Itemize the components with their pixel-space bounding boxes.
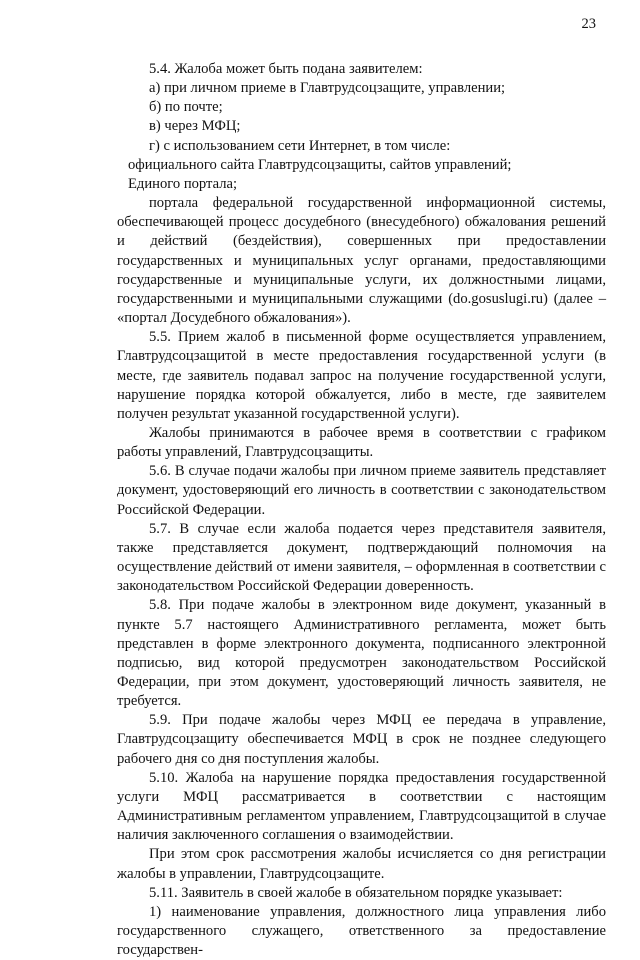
paragraph: 5.9. При подаче жалобы через МФЦ ее передача в управление, Главтрудсоцзащиту обеспечивается МФЦ в срок не позднее следующего рабочего дня со дня поступления жалобы. xyxy=(117,712,606,767)
paragraph: 5.7. В случае если жалоба подается через представителя заявителя, также представляется документ, подтверждающий полномочия на осуществление действий от имени заявителя, – оформленная в соответствии с законодательством Российской Федерации доверенность. xyxy=(117,520,606,595)
paragraph: б) по почте; xyxy=(149,99,223,116)
paragraph: официального сайта Главтрудсоцзащиты, сайтов управлений; xyxy=(128,156,512,173)
paragraph: При этом срок рассмотрения жалобы исчисляется со дня регистрации жалобы в управлении, Главтрудсоцзащите. xyxy=(117,846,606,882)
paragraph: 5.8. При подаче жалобы в электронном виде документ, указанный в пункте 5.7 настоящего Административного регламента, может быть представлен в форме электронного документа, подписанного электронной подписью, вид которой предусмотрен законодательством Российской Федерации, при этом документ, удостоверяющий личность заявителя, не требуется. xyxy=(117,597,606,710)
paragraph: Единого портала; xyxy=(128,175,238,192)
paragraph: а) при личном приеме в Главтрудсоцзащите, управлении; xyxy=(149,80,506,97)
paragraph: 5.10. Жалоба на нарушение порядка предоставления государственной услуги МФЦ рассматривается в соответствии с настоящим Административным регламентом управлением, Главтрудсоцзащитой в случае наличия заключенного соглашения о взаимодействии. xyxy=(117,769,606,844)
paragraph: 5.6. В случае подачи жалобы при личном приеме заявитель представляет документ, удостоверяющий его личность в соответствии с законодательством Российской Федерации. xyxy=(117,463,606,518)
paragraph: Жалобы принимаются в рабочее время в соответствии с графиком работы управлений, Главтрудсоцзащиты. xyxy=(117,424,606,461)
paragraph: 5.4. Жалоба может быть подана заявителем: xyxy=(149,61,423,77)
paragraph: 1) наименование управления, должностного лица управления либо государственного служащего, ответственного за предоставление государствен- xyxy=(117,903,606,959)
paragraph: 5.5. Прием жалоб в письменной форме осуществляется управлением, Главтрудсоцзащитой в месте предоставления государственной услуги (в месте, где заявитель подавал запрос на получение государственной услуги, нарушение порядка которой обжалуется, либо в месте, где заявителем получен результат указанной государственной услуги). xyxy=(117,329,606,422)
paragraph: в) через МФЦ; xyxy=(149,118,241,135)
paragraph: портала федеральной государственной информационной системы, обеспечивающей процесс досудебного (внесудебного) обжалования решений и действий (бездействия), совершенных при предоставлении государственных и муниципальных услуг органами, предоставляющими государственные и муниципальные услуги, их должностными лицами, государственными и муниципальными служащими (do.gosuslugi.ru) (далее – «портал Досудебного обжалования»). xyxy=(117,195,606,327)
page-number: 23 xyxy=(581,16,596,32)
document-body xyxy=(117,60,606,960)
paragraph: 5.11. Заявитель в своей жалобе в обязательном порядке указывает: xyxy=(149,884,563,901)
paragraph: г) с использованием сети Интернет, в том числе: xyxy=(149,137,451,154)
